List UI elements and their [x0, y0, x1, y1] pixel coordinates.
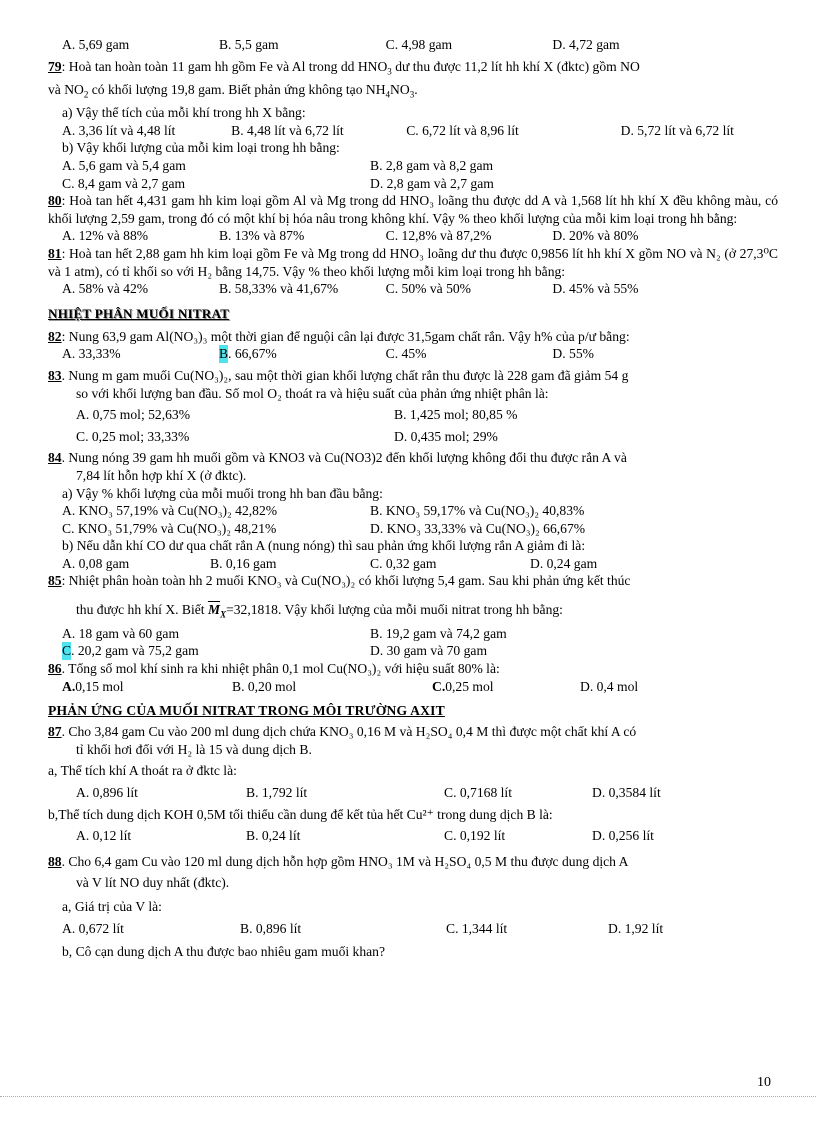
- question-81: 81: Hoà tan hết 2,88 gam hh kim loại gồm Fe và Mg trong dd HNO₃ loãng dư thu được 0,9856 lít hh khí X gồm NO và N₂ (ở 27,3⁰C và 1 atm), có tỉ khối so với H₂ bằng 14,75. Vậy % theo khối lượng mỗi kim loại trong hh bằng:: [48, 245, 778, 279]
- question-79-part-a: a) Vậy thể tích của mỗi khí trong hh X bằng:: [62, 105, 306, 121]
- option-a: A. 18 gam và 60 gam: [62, 625, 180, 641]
- options-row-top: [48, 36, 778, 54]
- option-d: D. 0,3584 lít: [592, 784, 661, 800]
- question-79-part-b: b) Vậy khối lượng của mỗi kim loại trong hh bằng:: [62, 140, 340, 156]
- question-79-b-options-row1: [48, 157, 778, 175]
- question-80-options: [48, 227, 778, 245]
- question-87-b-options: [48, 827, 778, 845]
- option-c: C.0,25 mol: [432, 678, 494, 694]
- question-number: 85: [48, 573, 62, 589]
- option-d: D. 4,72 gam: [552, 37, 620, 52]
- option-b: B. 1,425 mol; 80,85 %: [394, 407, 518, 423]
- option-c: C. 6,72 lít và 8,96 lít: [406, 122, 519, 138]
- option-a: A. 0,75 mol; 52,63%: [76, 407, 191, 423]
- option-c: C. 0,25 mol; 33,33%: [76, 428, 190, 444]
- option-c: C. 4,98 gam: [385, 37, 453, 52]
- question-87-part-b: b,Thể tích dung dịch KOH 0,5M tối thiểu cần dung để kết tủa hết Cu²⁺ trong dung dịch B là:: [48, 806, 553, 822]
- option-b: B. KNO₃ 59,17% và Cu(NO₃)₂ 40,83%: [370, 503, 585, 519]
- question-88-a-options: [48, 920, 778, 938]
- option-b: B. 5,5 gam: [218, 37, 279, 52]
- option-a: A. 12% và 88%: [62, 228, 149, 244]
- option-b: B. 19,2 gam và 74,2 gam: [370, 625, 507, 641]
- document-page: [48, 36, 778, 961]
- question-number: 83: [48, 367, 62, 383]
- question-number: 86: [48, 660, 62, 676]
- option-d: D. 55%: [552, 346, 594, 362]
- option-a: A. 33,33%: [62, 346, 121, 362]
- option-c: C. 45%: [385, 346, 427, 362]
- option-a: A.0,15 mol: [62, 678, 124, 694]
- option-c: C. 0,7168 lít: [444, 784, 512, 800]
- option-c: C. 1,344 lít: [446, 920, 508, 936]
- question-number: 87: [48, 724, 62, 740]
- option-d: D. 0,435 mol; 29%: [394, 428, 498, 444]
- option-b: B. 13% và 87%: [218, 228, 305, 244]
- option-a: A. 0,672 lít: [62, 920, 124, 936]
- option-b: B. 4,48 lít và 6,72 lít: [231, 122, 344, 138]
- section-heading-thermal-decomposition: NHIỆT PHÂN MUỐI NITRAT: [48, 305, 230, 321]
- option-d: D. 0,256 lít: [592, 828, 654, 844]
- option-d: D. 0,4 mol: [580, 678, 639, 694]
- option-d: D. 1,92 lít: [608, 920, 664, 936]
- option-b: B. 58,33% và 41,67%: [218, 281, 339, 297]
- question-83-line2: so với khối lượng ban đầu. Số mol O₂ thoát ra và hiệu suất của phản ứng nhiệt phân là:: [76, 385, 549, 401]
- question-87-part-a: a, Thể tích khí A thoát ra ở đktc là:: [48, 763, 237, 779]
- option-d: D. KNO₃ 33,33% và Cu(NO₃)₂ 66,67%: [370, 520, 586, 536]
- question-83-options-row1: [48, 406, 778, 424]
- option-b: B. 0,24 lít: [246, 828, 301, 844]
- question-79-line2: và $NO_2$ có khối lượng 19,8 gam. Biết phản ứng không tạo $NH_4NO_3$.: [48, 81, 418, 100]
- option-a: A. 0,896 lít: [76, 784, 138, 800]
- question-80: 80: Hoà tan hết 4,431 gam hh kim loại gồm Al và Mg trong dd HNO₃ loãng thu được dd A và 1,568 lít hh khí X đều không màu, có khối lượng 2,59 gam, trong đó có một khí bị hóa nâu trong không khí. Vậy % theo khối lượng của mỗi kim loại trong hh bằng:: [48, 193, 778, 226]
- question-87: 87. Cho 3,84 gam Cu vào 200 ml dung dịch chứa KNO₃ 0,16 M và H₂SO₄ 0,4 M thì được một chất khí A có: [48, 724, 637, 740]
- highlighted-answer-marker: C: [62, 643, 72, 659]
- question-number: 84: [48, 450, 62, 466]
- option-d: D. 30 gam và 70 gam: [370, 643, 488, 659]
- question-88-part-a: a, Giá trị của V là:: [62, 898, 162, 914]
- question-87-line2: tỉ khối hơi đối với H₂ là 15 và dung dịch B.: [76, 741, 312, 757]
- option-a: A. 3,36 lít và 4,48 lít: [62, 122, 176, 138]
- option-a: A. 5,6 gam và 5,4 gam: [62, 158, 186, 173]
- footer-divider: [0, 1096, 816, 1097]
- question-88-part-b: b, Cô cạn dung dịch A thu được bao nhiêu gam muối khan?: [62, 944, 386, 960]
- question-79: 79: Hoà tan hoàn toàn 11 gam hh gồm Fe và Al trong dd $HNO_3$ dư thu được 11,2 lít hh khí X (đktc) gồm NO: [48, 58, 640, 77]
- option-c: C. KNO₃ 51,79% và Cu(NO₃)₂ 48,21%: [62, 520, 277, 536]
- option-b: B. 0,20 mol: [232, 678, 297, 694]
- question-84-part-a: a) Vậy % khối lượng của mỗi muối trong hh ban đầu bằng:: [62, 485, 383, 501]
- question-81-options: [48, 280, 778, 298]
- section-heading-nitrate-acid: PHẢN ỨNG CỦA MUỐI NITRAT TRONG MÔI TRƯỜNG AXIT: [48, 703, 445, 719]
- question-84-a-options-row2: [48, 520, 778, 538]
- option-c: C. 20,2 gam và 75,2 gam: [62, 643, 199, 659]
- option-c: C. 0,32 gam: [370, 555, 437, 571]
- question-83-options-row2: [48, 428, 778, 446]
- question-82-options: [48, 345, 778, 363]
- option-b: B. 0,896 lít: [240, 920, 302, 936]
- option-c: C. 12,8% và 87,2%: [385, 228, 492, 244]
- option-b: B. 66,67%: [218, 346, 277, 362]
- question-79-a-options: [48, 122, 778, 140]
- question-85-options-row1: [48, 625, 778, 643]
- question-86: 86. Tổng số mol khí sinh ra khi nhiệt phân 0,1 mol Cu(NO₃)₂ với hiệu suất 80% là:: [48, 660, 500, 676]
- page-number: 10: [757, 1075, 771, 1090]
- question-number: 80: [48, 193, 62, 209]
- question-85-options-row2: [48, 642, 778, 660]
- option-d: D. 20% và 80%: [552, 228, 639, 244]
- question-88: 88. Cho 6,4 gam Cu vào 120 ml dung dịch hỗn hợp gồm HNO₃ 1M và H₂SO₄ 0,5 M thu được dung dịch A: [48, 853, 629, 869]
- question-85: 85: Nhiệt phân hoàn toàn hh 2 muối KNO₃ và Cu(NO₃)₂ có khối lượng 5,4 gam. Sau khi phản ứng kết thúc: [48, 573, 631, 589]
- question-number: 82: [48, 328, 62, 344]
- question-83: 83. Nung m gam muối Cu(NO₃)₂, sau một thời gian khối lượng chất rắn thu được là 228 gam đã giảm 54 g: [48, 367, 629, 383]
- molar-mass-symbol: $\overline{M}$: [207, 602, 221, 618]
- question-86-options: [48, 678, 778, 696]
- option-d: D. 45% và 55%: [552, 281, 639, 297]
- option-d: D. 2,8 gam và 2,7 gam: [370, 175, 494, 191]
- option-b: B. 1,792 lít: [246, 784, 308, 800]
- option-d: D. 5,72 lít và 6,72 lít: [620, 122, 734, 138]
- option-a: A. KNO₃ 57,19% và Cu(NO₃)₂ 42,82%: [62, 503, 278, 519]
- option-d: D. 0,24 gam: [530, 555, 598, 571]
- option-b: B. 2,8 gam và 8,2 gam: [370, 158, 494, 173]
- option-c: C. 8,4 gam và 2,7 gam: [62, 175, 186, 191]
- option-a: A. 5,69 gam: [62, 37, 130, 52]
- question-85-line2: thu được hh khí X. Biết $\overline{M}_X=32,1818$. Vậy khối lượng của mỗi muối nitrat trong hh bằng:: [76, 602, 563, 620]
- question-84-part-b: b) Nếu dẫn khí CO dư qua chất rắn A (nung nóng) thì sau phản ứng khối lượng rắn A giảm đi là:: [62, 538, 586, 554]
- option-b: B. 0,16 gam: [210, 555, 277, 571]
- question-number: 88: [48, 853, 62, 869]
- question-84: 84. Nung nóng 39 gam hh muối gồm và KNO3 và Cu(NO3)2 đến khối lượng không đổi thu được rắn A và: [48, 450, 627, 466]
- question-84-line2: 7,84 lít hỗn hợp khí X (ở đktc).: [76, 467, 247, 483]
- question-number: 81: [48, 245, 62, 261]
- option-a: A. 58% và 42%: [62, 281, 149, 297]
- question-number: 79: [48, 58, 62, 74]
- option-a: A. 0,08 gam: [62, 555, 130, 571]
- question-79-b-options-row2: [48, 175, 778, 193]
- question-87-a-options: [48, 784, 778, 802]
- question-84-b-options: [48, 555, 778, 573]
- question-84-a-options-row1: [48, 502, 778, 520]
- option-a: A. 0,12 lít: [76, 828, 132, 844]
- option-c: C. 0,192 lít: [444, 828, 506, 844]
- highlighted-answer-marker: B: [218, 346, 229, 362]
- question-88-line2: và V lít NO duy nhất (đktc).: [76, 875, 230, 891]
- option-c: C. 50% và 50%: [385, 281, 471, 297]
- question-82: 82: Nung 63,9 gam Al(NO₃)₃ một thời gian để nguội cân lại được 31,5gam chất rắn. Vậy h% của p/ư bằng:: [48, 328, 630, 344]
